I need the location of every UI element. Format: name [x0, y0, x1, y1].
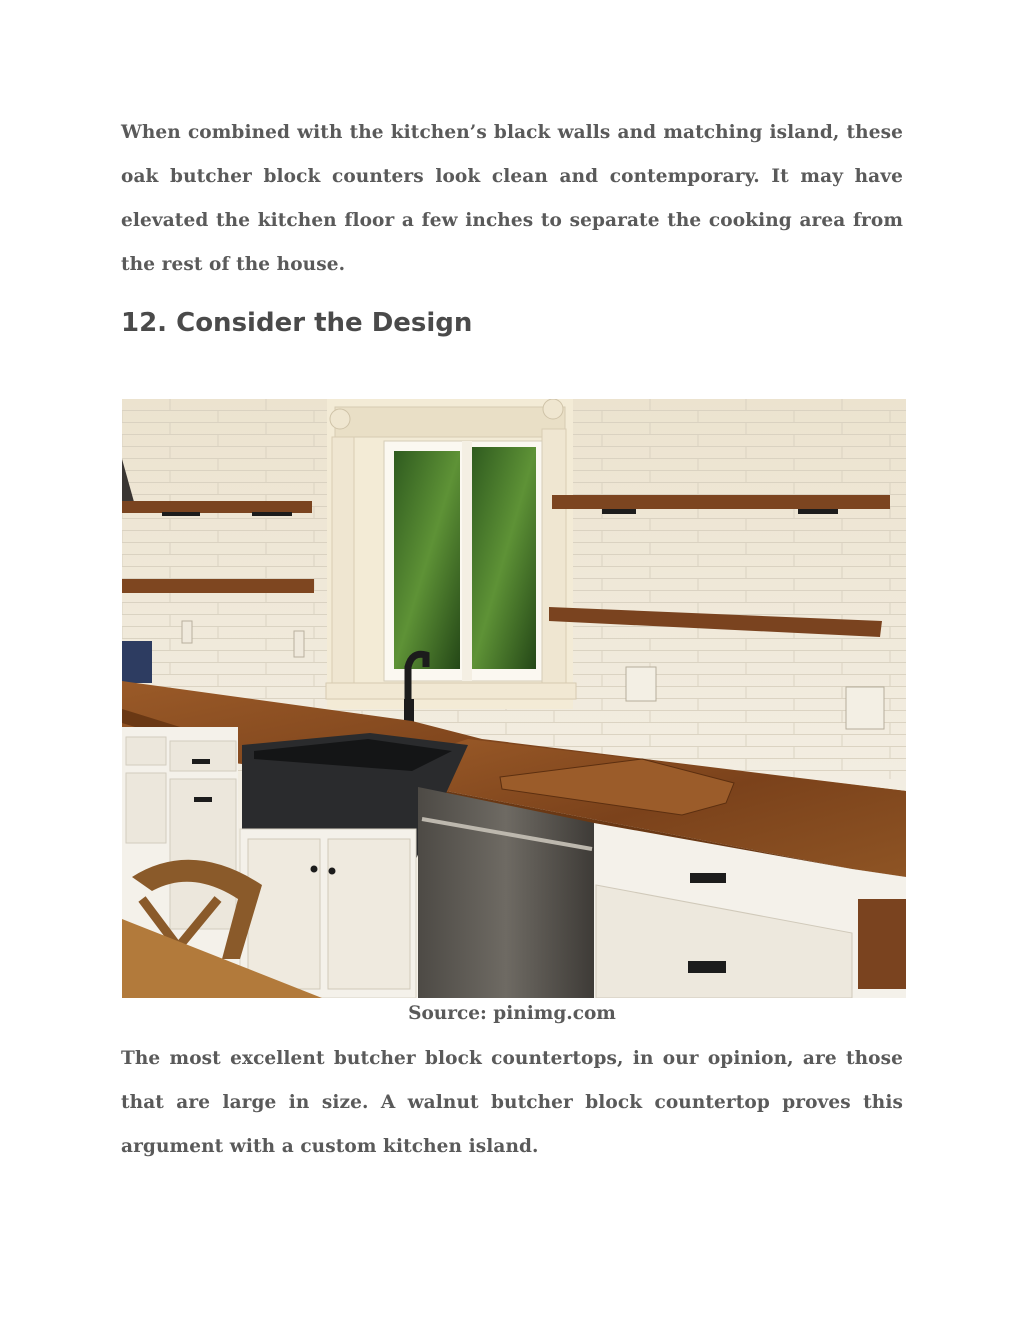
- image-caption: Source: pinimg.com: [408, 1003, 616, 1024]
- closing-paragraph: The most excellent butcher block countertops, in our opinion, are those that are large in size. A walnut butcher block countertop proves this argument with a custom kitchen island.: [121, 1048, 903, 1157]
- intro-paragraph: When combined with the kitchen’s black walls and matching island, these oak butcher block counters look clean and contemporary. It may have elevated the kitchen floor a few inches to separate the cooking area from the rest of the house.: [121, 122, 903, 275]
- kitchen-photo: [122, 399, 906, 998]
- section-heading: 12. Consider the Design: [121, 308, 473, 338]
